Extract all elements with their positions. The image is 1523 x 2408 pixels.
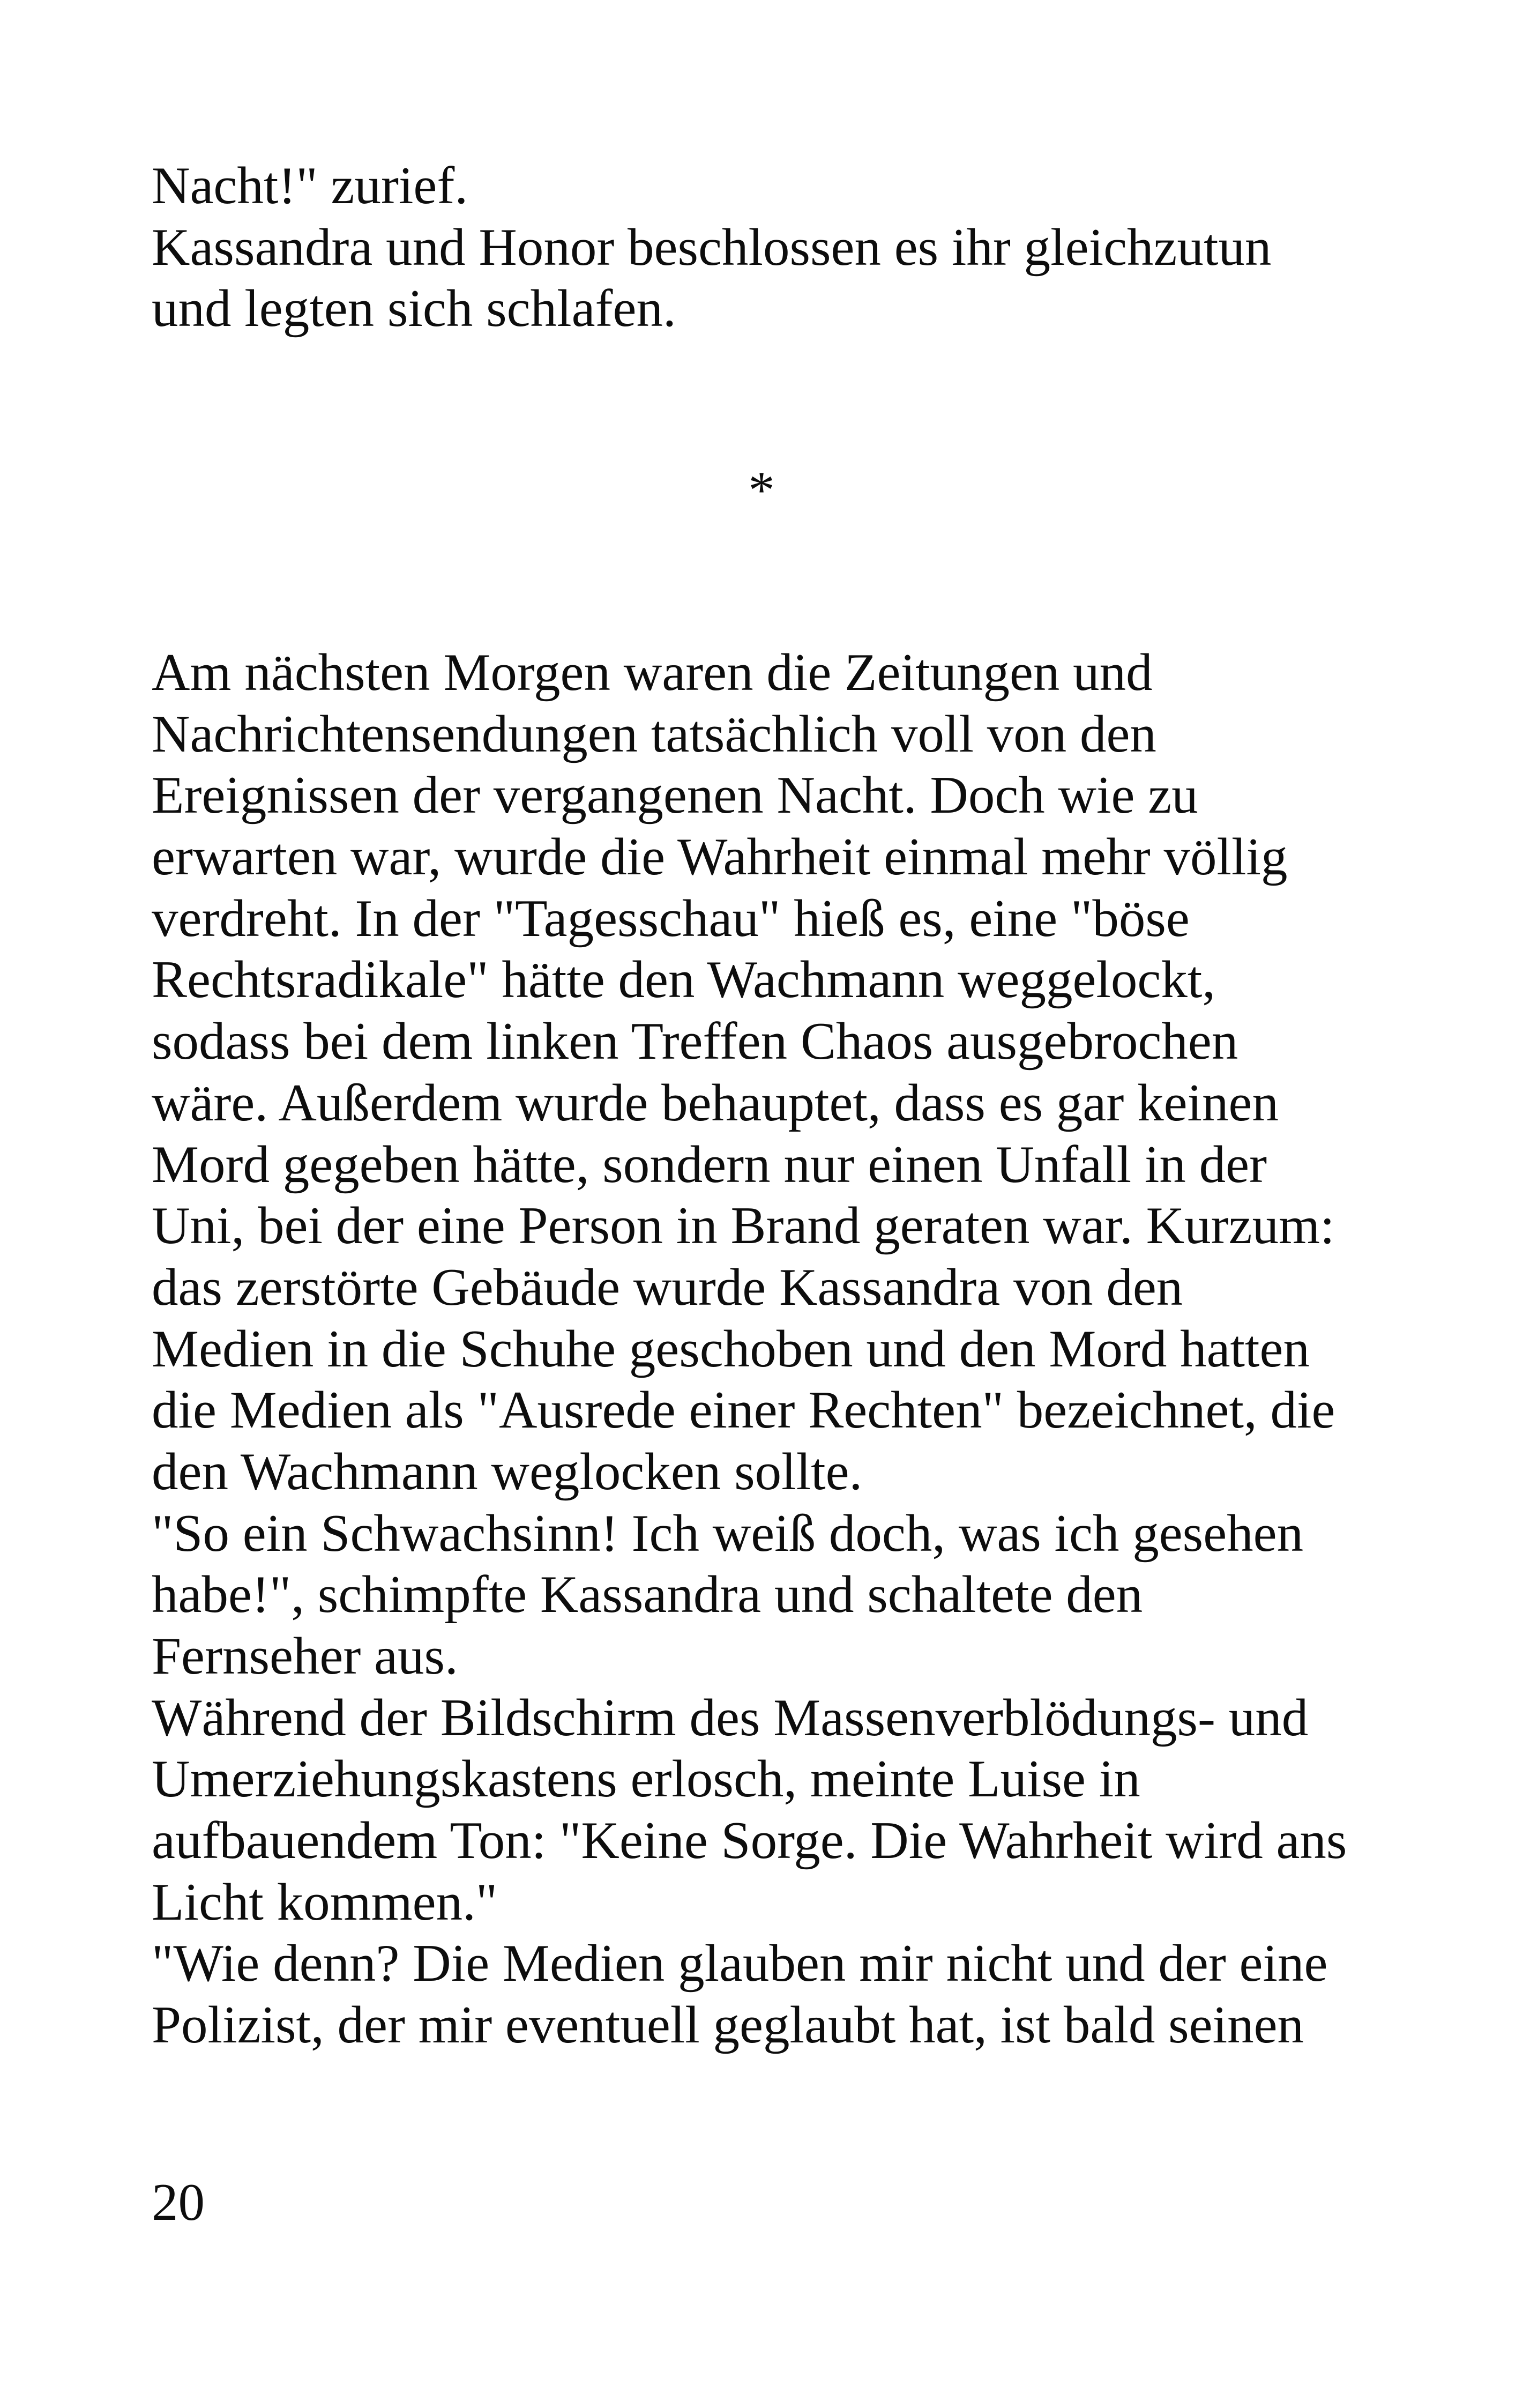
text-line: Mord gegeben hätte, sondern nur einen Unfall in der — [152, 1135, 1267, 1194]
text-line: verdreht. In der "Tagesschau" hieß es, eine "böse — [152, 889, 1190, 948]
text-line: Nacht!" zurief. — [152, 157, 468, 215]
text-line: "So ein Schwachsinn! Ich weiß doch, was ich gesehen — [152, 1504, 1304, 1563]
text-block-main — [152, 642, 1384, 2056]
text-line: und legten sich schlafen. — [152, 279, 676, 338]
text-line: Polizist, der mir eventuell geglaubt hat, ist bald seinen — [152, 1996, 1304, 2055]
text-line: Kassandra und Honor beschlossen es ihr gleichzutun — [152, 218, 1272, 277]
text-line: Medien in die Schuhe geschoben und den Mord hatten — [152, 1319, 1310, 1378]
text-line: den Wachmann weglocken sollte. — [152, 1442, 863, 1501]
text-line: Am nächsten Morgen waren die Zeitungen und — [152, 643, 1153, 702]
text-line: die Medien als "Ausrede einer Rechten" bezeichnet, die — [152, 1381, 1335, 1440]
text-line: wäre. Außerdem wurde behauptet, dass es gar keinen — [152, 1073, 1279, 1132]
text-line: Umerziehungskastens erlosch, meinte Luise in — [152, 1750, 1140, 1809]
text-line: Uni, bei der eine Person in Brand geraten war. Kurzum: — [152, 1196, 1335, 1255]
text-line: Ereignissen der vergangenen Nacht. Doch wie zu — [152, 766, 1198, 825]
text-line: habe!", schimpfte Kassandra und schaltete den — [152, 1565, 1143, 1624]
section-separator: * — [748, 461, 775, 519]
text-line: aufbauendem Ton: "Keine Sorge. Die Wahrheit wird ans — [152, 1811, 1347, 1870]
text-line: das zerstörte Gebäude wurde Kassandra von den — [152, 1258, 1183, 1317]
text-line: Rechtsradikale" hätte den Wachmann weggelockt, — [152, 950, 1216, 1009]
text-line: sodass bei dem linken Treffen Chaos ausgebrochen — [152, 1012, 1238, 1071]
text-block-top — [152, 155, 1384, 340]
text-line: Fernseher aus. — [152, 1627, 458, 1685]
page-number: 20 — [152, 2173, 205, 2232]
text-line: "Wie denn? Die Medien glauben mir nicht und der eine — [152, 1934, 1328, 1993]
text-line: erwarten war, wurde die Wahrheit einmal mehr völlig — [152, 828, 1288, 887]
text-line: Nachrichtensendungen tatsächlich voll von den — [152, 704, 1156, 763]
text-line: Während der Bildschirm des Massenverblödungs- und — [152, 1688, 1309, 1747]
text-line: Licht kommen." — [152, 1872, 498, 1931]
